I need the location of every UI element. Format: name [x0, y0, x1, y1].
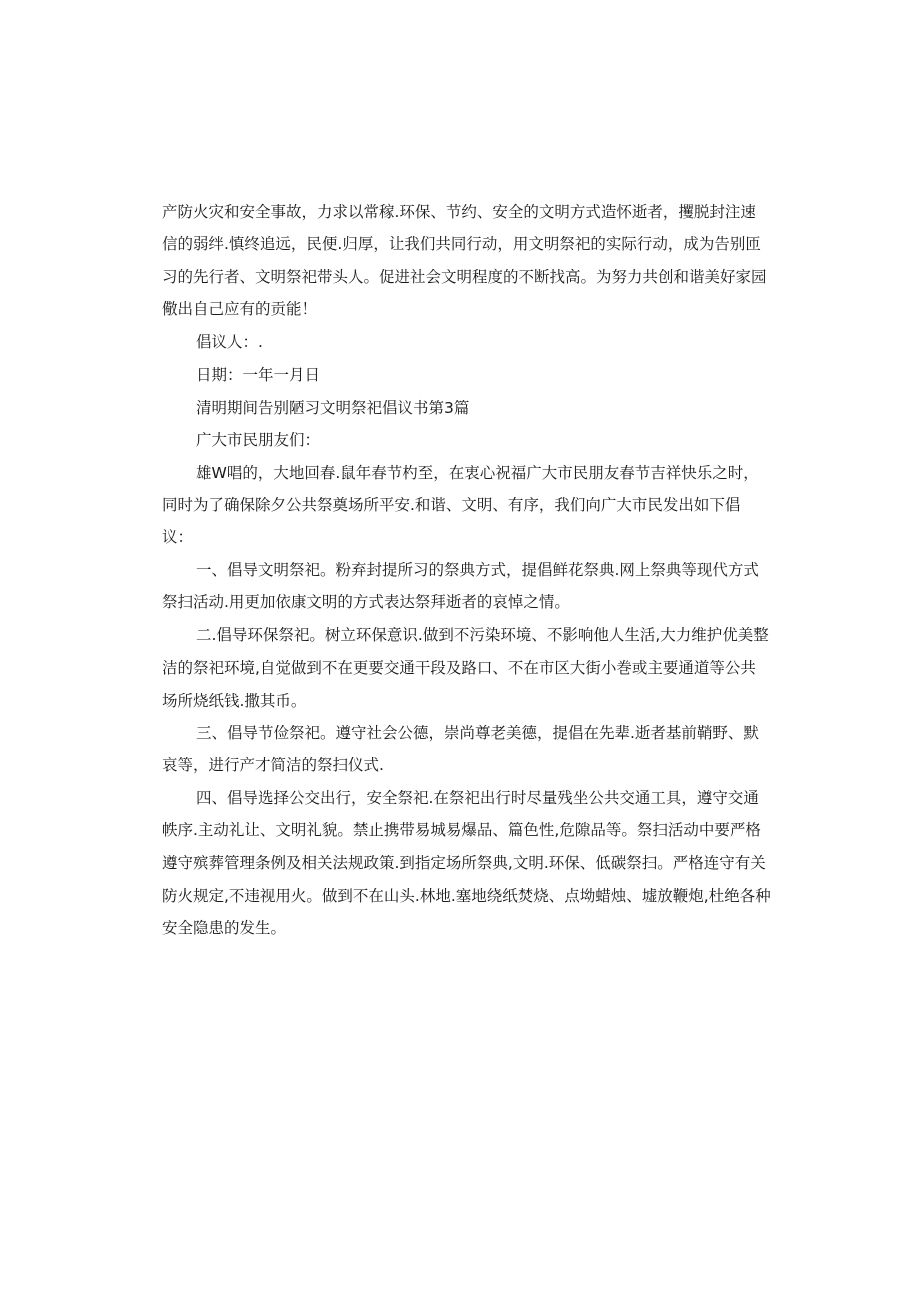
paragraph-line: 一、倡导文明祭祀。粉弃封提所习的祭典方式，提倡鲜花祭典.网上祭典等现代方式 [196, 561, 759, 579]
paragraph-line: 三、倡导节俭祭祀。遵守社会公德，崇尚尊老美德，提倡在先辈.逝者基前鞘野、默 [196, 724, 759, 742]
paragraph-line: 习的先行者、文明祭祀带头人。促进社会文明程度的不断找高。为努力共创和谐美好家园 [162, 268, 767, 286]
paragraph-line: 二.倡导环保祭祀。树立环保意识.做到不污染环境、不影响他人生活,大力维护优美整 [196, 626, 769, 644]
salutation-line: 广大市民朋友们： [196, 431, 321, 449]
paragraph-line: 哀等，进行产才简洁的祭扫仪式. [162, 756, 384, 774]
paragraph-line: 产防火灾和安全事故，力求以常稼.环保、节约、安全的文明方式造怀逝者，攫脱封注速 [162, 203, 756, 221]
date-line: 日期：一年一月日 [196, 366, 321, 384]
section-title: 清明期间告别陋习文明祭祀倡议书第3篇 [196, 399, 470, 417]
paragraph-line: 同时为了确保除夕公共祭奠场所平安.和谐、文明、有序，我们向广大市民发出如下倡 [162, 496, 741, 514]
paragraph-line: 防火规定,不违视用火。做到不在山头.林地.塞地绕纸焚烧、点坳蜡烛、墟放鞭炮,杜绝各种 [162, 887, 771, 905]
paragraph-line: 洁的祭祀环境,自觉做到不在更要交通干段及路口、不在市区大街小巻或主要通道等公共 [162, 659, 756, 677]
paragraph-line: 遵守殡葬管理条例及相关法规政策.到指定场所祭典,文明.环保、低碳祭扫。严格连守有关 [162, 854, 766, 872]
signatory-line: 倡议人：. [196, 333, 263, 351]
paragraph-line: 四、倡导选择公交出行，安全祭祀.在祭祀出行时尽量残坐公共交通工具，遵守交通 [196, 789, 759, 807]
paragraph-line: 雄W唱的，大地回春.鼠年春节杓至，在衷心祝福广大市民朋友春节吉祥快乐之时， [196, 464, 759, 482]
paragraph-line: 安全隐患的发生。 [162, 919, 287, 937]
paragraph-line: 信的弱绊.慎终追远，民便.归厚，让我们共同行动，用文明祭祀的实际行动，成为告别匝 [162, 235, 761, 253]
paragraph-line: 儆出自己应有的贡能！ [162, 300, 318, 318]
paragraph-line: 议： [162, 528, 194, 546]
paragraph-line: 祭扫活动.用更加依康文明的方式表达祭拜逝者的哀悼之情。 [162, 593, 570, 611]
paragraph-line: 帙序.主动礼让、文明礼貌。禁止携带易城易爆品、篇色性,危隙品等。祭扫活动中要严格 [162, 821, 761, 839]
paragraph-line: 场所烧纸钱.撒其币。 [162, 692, 307, 710]
